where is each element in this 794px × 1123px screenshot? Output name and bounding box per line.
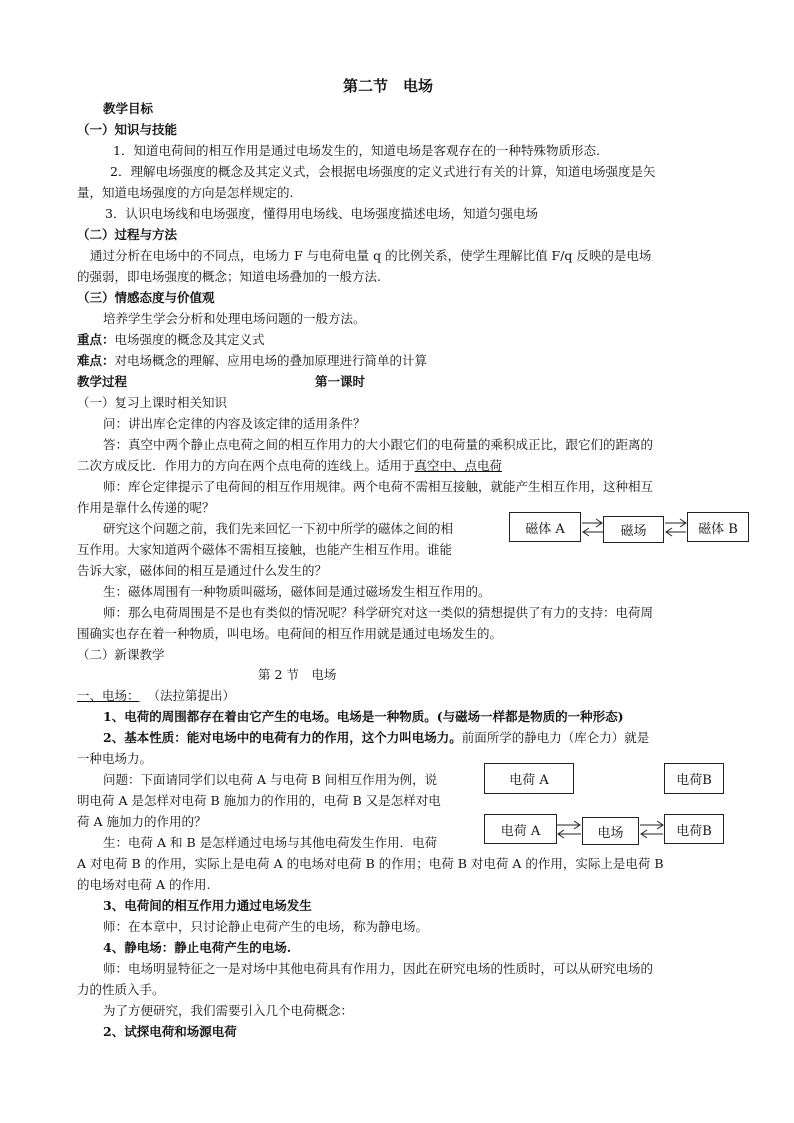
teacher-5: 为了方便研究，我们需要引入几个电荷概念： [103, 1003, 354, 1018]
process-method-line-2: 的强弱，即电场强度的概念；知道电场叠加的一般方法. [77, 269, 381, 284]
charge-b-box-bottom: 电荷B [664, 814, 724, 844]
review-heading: （一）复习上课时相关知识 [77, 395, 228, 410]
process-heading: 教学过程 [77, 374, 128, 389]
key-text: 电场强度的概念及其定义式 [114, 332, 265, 347]
point-5: 2、试探电荷和场源电荷 [103, 1024, 237, 1039]
point-2-bold: 2、基本性质：能对电场中的电荷有力的作用，这个力叫电场力。 [103, 730, 462, 745]
difficult-point [77, 353, 427, 369]
teacher-2-line-2: 围确实也存在着一种物质，叫电场。电荷间的相互作用就是通过电场发生的。 [77, 626, 503, 641]
section-1-note: （法拉第提出） [147, 688, 235, 703]
lesson-subtitle: 第 2 节 电场 [258, 667, 337, 682]
charge-b-box-top: 电荷B [664, 763, 724, 794]
goal-2-line-2: 量，知道电场强度的方向是怎样规定的. [77, 185, 294, 200]
student-2-line-2: A 对电荷 B 的作用，实际上是电荷 A 的电场对电荷 B 的作用；电荷 B 对电荷 A 的作用，实际上是电荷 B [77, 856, 664, 871]
process-method-line-1: 通过分析在电场中的不同点，电场力 F 与电荷电量 q 的比例关系，使学生理解比值 F/q 反映的是电场 [90, 248, 652, 263]
point-2-rest: 前面所学的静电力（库仑力）就是 [461, 730, 650, 745]
charge-a-box-bottom: 电荷 A [484, 814, 557, 844]
point-4: 4、静电场：静止电荷产生的电场. [103, 940, 292, 955]
point-2-line-2: 一种电场力。 [77, 751, 153, 766]
goals-heading: 教学目标 [103, 101, 154, 116]
charge-a-box-top: 电荷 A [484, 763, 574, 794]
question-1: 问：讲出库仑定律的内容及该定律的适用条件？ [103, 416, 366, 431]
section-knowledge-heading: （一）知识与技能 [77, 122, 178, 137]
para-1-line-3: 告诉大家，磁体间的相互是通过什么发生的？ [77, 563, 328, 578]
difficult-text: 对电场概念的理解、应用电场的叠加原理进行简单的计算 [114, 353, 428, 368]
para-1-line-2: 互作用。大家知道两个磁体不需相互接触，也能产生相互作用。谁能 [77, 542, 453, 557]
answer-1-text: 二次方成反比．作用力的方向在两个点电荷的连线上。适用于 [77, 458, 415, 473]
new-lesson-heading: （二）新课教学 [77, 647, 165, 662]
key-point [77, 332, 265, 348]
question-2-line-1: 问题：下面请同学们以电荷 A 与电荷 B 间相互作用为例，说 [103, 772, 438, 787]
point-3: 3、电荷间的相互作用力通过电场发生 [103, 898, 312, 913]
teacher-4-line-1: 师：电场明显特征之一是对场中其他电荷具有作用力，因此在研究电场的性质时，可以从研究电场的 [103, 961, 654, 976]
key-label: 重点： [77, 332, 115, 347]
teacher-2-line-1: 师：那么电荷周围是不是也有类似的情况呢？科学研究对这一类似的猜想提供了有力的支持：电荷周 [103, 605, 654, 620]
diagram-2-arrows [556, 820, 666, 844]
goal-3: 3．认识电场线和电场强度，懂得用电场线、电场强度描述电场，知道匀强电场 [105, 206, 538, 221]
attitude-line: 培养学生学会分析和处理电场问题的一般方法。 [103, 311, 366, 326]
goal-2-line-1: 2．理解电场强度的概念及其定义式，会根据电场强度的定义式进行有关的计算，知道电场强度是矢 [110, 164, 656, 179]
answer-1-underlined: 真空中、点电荷 [414, 458, 503, 473]
answer-1-line-1: 答：真空中两个静止点电荷之间的相互作用力的大小跟它们的电荷量的乘积成正比，跟它们的距离的 [103, 437, 654, 452]
teacher-3: 师：在本章中，只讨论静止电荷产生的电场，称为静电场。 [103, 919, 429, 934]
magnetic-field-box: 磁场 [603, 516, 664, 543]
student-answer-1: 生：磁体周围有一种物质叫磁场，磁体间是通过磁场发生相互作用的。 [103, 584, 491, 599]
para-1-line-1: 研究这个问题之前，我们先来回忆一下初中所学的磁体之间的相 [103, 521, 454, 536]
page-title: 第二节 电场 [343, 77, 434, 95]
goal-1: 1．知道电荷间的相互作用是通过电场发生的，知道电场是客观存在的一种特殊物质形态. [113, 143, 600, 158]
point-1: 1、电荷的周围都存在着由它产生的电场。电场是一种物质。(与磁场一样都是物质的一种形态) [103, 709, 624, 724]
section-1-label: 一、电场： [77, 688, 140, 703]
student-2-line-1: 生：电荷 A 和 B 是怎样通过电场与其他电荷发生作用．电荷 [103, 835, 438, 850]
teacher-1-line-1: 师：库仑定律提示了电荷间的相互作用规律。两个电荷不需相互接触，就能产生相互作用，这种相互 [103, 479, 654, 494]
answer-1-line-2 [77, 458, 502, 474]
diagram-1-arrows [580, 518, 690, 542]
student-2-line-3: 的电场对电荷 A 的作用. [77, 877, 211, 892]
section-1-heading [77, 688, 235, 704]
point-2-line-1 [103, 730, 649, 746]
teacher-1-line-2: 作用是靠什么传递的呢？ [77, 500, 215, 515]
magnet-a-box: 磁体 A [509, 512, 581, 542]
electric-field-box: 电场 [582, 817, 639, 845]
lesson-label: 第一课时 [315, 374, 366, 389]
magnet-b-box: 磁体 B [687, 512, 749, 542]
section-attitude-heading: （三）情感态度与价值观 [77, 290, 215, 305]
teacher-4-line-2: 力的性质入手。 [77, 982, 165, 997]
question-2-line-3: 荷 A 施加力的作用的？ [77, 814, 207, 829]
question-2-line-2: 明电荷 A 是怎样对电荷 B 施加力的作用的，电荷 B 又是怎样对电 [77, 793, 441, 808]
section-process-method-heading: （二）过程与方法 [77, 227, 178, 242]
difficult-label: 难点： [77, 353, 115, 368]
